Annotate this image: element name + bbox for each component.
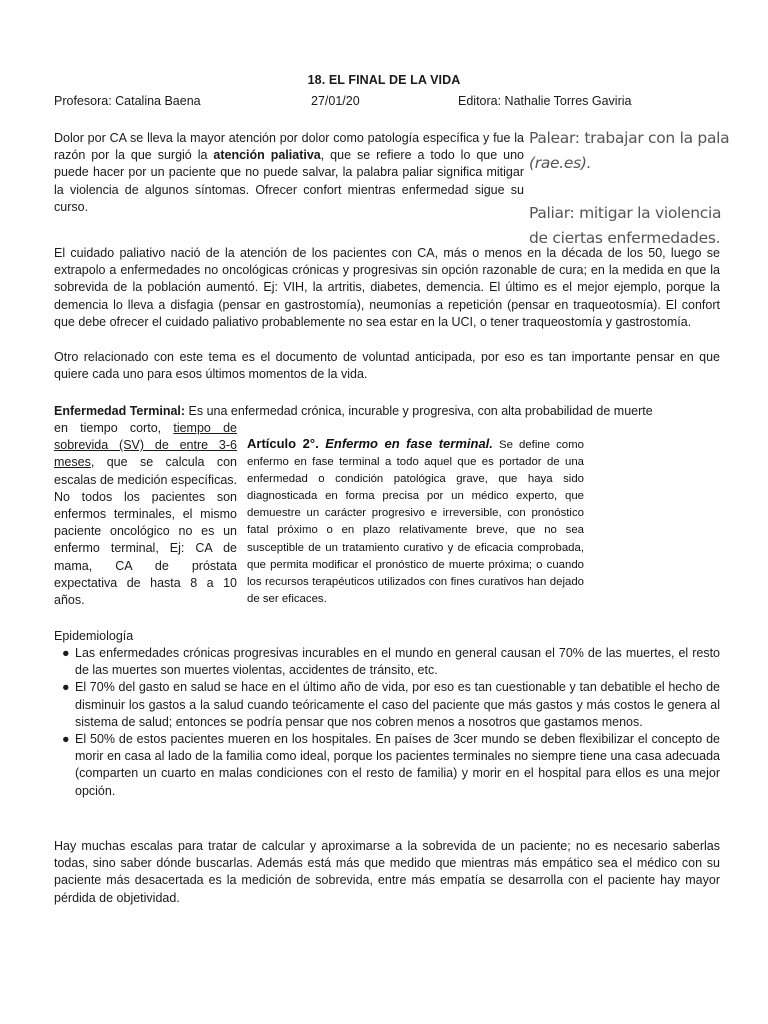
side-note-paliar-line1: Paliar: mitigar la violencia — [529, 204, 722, 222]
side-note-palear-line1: Palear: trabajar con la pala — [529, 129, 730, 147]
epidemiology-heading: Epidemiología — [54, 629, 134, 643]
date-label: 27/01/20 — [311, 94, 360, 108]
professor-label: Profesora: Catalina Baena — [54, 94, 201, 108]
article-excerpt-image — [247, 435, 584, 608]
intro-text-1: Dolor por CA se lleva la mayor atención por dolor como patología específica y fue la razón por la que surgió la — [54, 131, 524, 163]
article-text: Se define como enfermo en fase terminal a todo aquel que es portador de una enfermedad o condición patológica grave, que haya sido diagnosticada en forma precisa por un médico experto, que demuestre un carácter progresivo e irreversible, con pronóstico fatal próximo o en plazo relativamente breve, que no sea susceptible de un tratamiento curativo y de eficacia comprobada, que permita modificar el pronóstico de muerte próxima; o cuando los recursos terapéuticos utilizados con fines curativos han dejado de ser eficaces. — [247, 439, 584, 605]
list-item — [62, 731, 720, 800]
article-title: Enfermo en fase terminal. — [325, 436, 493, 451]
list-item — [62, 645, 720, 679]
side-note-palear — [529, 126, 729, 176]
terminal-column — [54, 420, 237, 609]
bullet-icon: ● — [62, 646, 70, 660]
article-label: Artículo 2°. — [247, 436, 319, 451]
terminal-line1: Es una enfermedad crónica, incurable y progresiva, con alta probabilidad de muerte — [185, 404, 653, 418]
list-item-text: Las enfermedades crónicas progresivas incurables en el mundo en general causan el 70% de las muertes, el resto de las muertes son muertes violentas, accidentes de tránsito, etc. — [75, 646, 720, 678]
side-note-paliar-line2: de ciertas enfermedades. — [529, 229, 721, 247]
closing-paragraph: Hay muchas escalas para tratar de calcular y aproximarse a la sobrevida de un paciente; no es necesario saberlas todas, sino saber dónde buscarlas. Además está más que medido que mientras más empático sea el médico con su paciente más desacertada es la medición de sobrevida, entre más empatía se desarrolla con el paciente hay mayor pérdida de objetividad. — [54, 839, 720, 905]
side-note-paliar — [529, 201, 721, 251]
intro-bold-term: atención paliativa — [213, 148, 321, 163]
document-title: 18. EL FINAL DE LA VIDA — [307, 73, 461, 87]
list-item-text: El 70% del gasto en salud se hace en el último año de vida, por eso es tan cuestionable y tan debatible el hecho de disminuir los gastos a la salud cuando teóricamente el caso del paciente que más gastos y más costos le genera al sistema de salud; entonces se podría pensar que nos cobren menos a nosotros que gastamos menos. — [75, 680, 720, 729]
terminal-col-a: en tiempo corto, — [54, 421, 174, 435]
survival-time-underlined: tiempo de sobrevida (SV) de entre 3-6 meses — [54, 421, 237, 470]
bullet-icon: ● — [62, 732, 70, 747]
terminal-col-b: , que se calcula con escalas de medición específicas. No todos los pacientes son enfermos terminales, el mismo paciente oncológico no es un enfermo terminal, Ej: CA de mama, CA de próstata expectativa de hasta 8 a 10 años. — [54, 455, 237, 608]
intro-text-2: , que se refiere a todo lo que uno puede hacer por un paciente que no puede salvar, la palabra paliar significa mitigar la violencia de algunos síntomas. Ofrecer confort mientras enfermedad sigue su curso. — [54, 148, 524, 214]
list-item — [62, 679, 720, 731]
list-item-text: El 50% de estos pacientes mueren en los hospitales. En países de 3cer mundo se deben flexibilizar el concepto de morir en casa al lado de la familia como ideal, porque los pacientes terminales no siempre tiene una casa adecuada (comparten un cuarto en malas condiciones con el resto de familia) y morir en el hospital para ellos es una mejor opción. — [75, 732, 720, 798]
editor-label: Editora: Nathalie Torres Gaviria — [458, 94, 632, 108]
history-paragraph: El cuidado paliativo nació de la atención de los pacientes con CA, más o menos en la década de los 50, luego se extrapolo a enfermedades no oncológicas crónicas y progresivas sin opción razonable de cura; en la medida en que la sobrevida de la población aumentó. Ej: VIH, la artritis, diabetes, demencia. El último es el mejor ejemplo, porque la demencia lo lleva a disfagia (pensar en gastrostomía), neumonías a repetición (pensar en traqueotosmía). El confort que debe ofrecer el cuidado paliativo probablemente no sea estar en la UCI, o tener traqueostomía y gastrostomía. — [54, 246, 720, 329]
epidemiology-list — [62, 645, 720, 800]
terminal-label: Enfermedad Terminal: — [54, 404, 186, 418]
terminal-definition-line — [54, 403, 720, 420]
advance-directive-paragraph: Otro relacionado con este tema es el documento de voluntad anticipada, por eso es tan importante pensar en que quiere cada uno para esos últimos momentos de la vida. — [54, 350, 720, 382]
intro-paragraph — [54, 130, 524, 216]
bullet-icon: ● — [62, 680, 70, 695]
side-note-palear-line2: (rae.es). — [529, 154, 592, 172]
